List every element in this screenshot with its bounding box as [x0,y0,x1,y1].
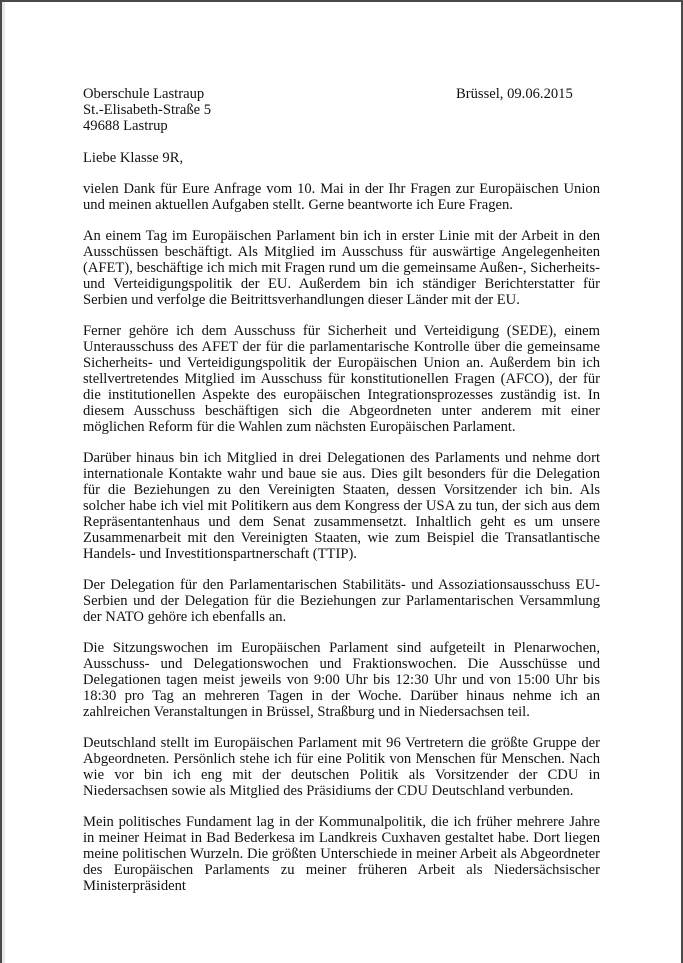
paragraph-foundation: Mein politisches Fundament lag in der Kommunalpolitik, die ich früher mehrere Jahre in meiner Heimat in Bad Bederkesa im Landkreis Cuxhaven gestaltet habe. Dort liegen meine politischen Wurzeln. Die größten Unterschiede in meiner Arbeit als Abgeordneter des Europäischen Parlaments zu meiner früheren Arbeit als Niedersächsischer Ministerpräsident [83,814,600,894]
paragraph-delegations: Darüber hinaus bin ich Mitglied in drei Delegationen des Parlaments und nehme dort internationale Kontakte wahr und baue sie aus. Dies gilt besonders für die Delegation für die Beziehungen zu den Vereinigten Staaten, dessen Vorsitzender ich bin. Als solcher habe ich viel mit Politikern aus dem Kongress der USA zu tun, der sich aus dem Repräsentantenhaus und dem Senat zusammensetzt. Inhaltlich geht es um unsere Zusammenarbeit mit den Vereinigten Staaten, wie zum Beispiel die Transatlantische Handels- und Investitionspartnerschaft (TTIP). [83,450,600,562]
salutation: Liebe Klasse 9R, [83,150,184,166]
place-date: Brüssel, 09.06.2015 [456,86,573,102]
paragraph-committees: An einem Tag im Europäischen Parlament bin ich in erster Linie mit der Arbeit in den Ausschüssen beschäftigt. Als Mitglied im Ausschuss für auswärtige Angelegenheiten (AFET), beschäftige ich mich mit Fragen rund um die gemeinsame Außen-, Sicherheits- und Verteidigungspolitik der EU. Außerdem bin ich ständiger Berichterstatter für Serbien und verfolge die Beitrittsverhandlungen dieser Länder mit der EU. [83,228,600,308]
paragraph-serbia-nato: Der Delegation für den Parlamentarischen Stabilitäts- und Assoziationsausschuss EU-Serbien und der Delegation für die Beziehungen zur Parlamentarischen Versammlung der NATO gehöre ich ebenfalls an. [83,577,600,625]
paragraph-germany: Deutschland stellt im Europäischen Parlament mit 96 Vertretern die größte Gruppe der Abgeordneten. Persönlich stehe ich für eine Politik von Menschen für Menschen. Nach wie vor bin ich eng mit der deutschen Politik als Vorsitzender der CDU in Niedersachsen sowie als Mitglied des Präsidiums der CDU Deutschland verbunden. [83,735,600,799]
recipient-name: Oberschule Lastraup [83,86,205,102]
letter-body [83,86,600,894]
recipient-street: St.-Elisabeth-Straße 5 [83,102,212,118]
letter-header [83,86,600,134]
recipient-address [83,86,211,134]
paragraph-thanks: vielen Dank für Eure Anfrage vom 10. Mai in der Ihr Fragen zur Europäischen Union und meinen aktuellen Aufgaben stellt. Gerne beantworte ich Eure Fragen. [83,181,600,213]
paragraph-sede-afco: Ferner gehöre ich dem Ausschuss für Sicherheit und Verteidigung (SEDE), einem Unterausschuss des AFET der für die parlamentarische Kontrolle über die gemeinsame Sicherheits- und Verteidigungspolitik der Europäischen Union an. Außerdem bin ich stellvertretendes Mitglied im Ausschuss für konstitutionellen Fragen (AFCO), der für die institutionellen Aspekte des europäischen Integrationsprozesses zuständig ist. In diesem Ausschuss beschäftigen sich die Abgeordneten unter anderem mit einer möglichen Reform für die Wahlen zum nächsten Europäischen Parlament. [83,323,600,435]
recipient-city: 49688 Lastrup [83,118,168,134]
paragraph-session-weeks: Die Sitzungswochen im Europäischen Parlament sind aufgeteilt in Plenarwochen, Ausschuss- und Delegationswochen und Fraktionswochen. Die Ausschüsse und Delegationen tagen meist jeweils von 9:00 Uhr bis 12:30 Uhr und von 15:00 Uhr bis 18:30 pro Tag an mehreren Tagen in der Woche. Darüber hinaus nehme ich an zahlreichen Veranstaltungen in Brüssel, Straßburg und in Niedersachsen teil. [83,640,600,720]
